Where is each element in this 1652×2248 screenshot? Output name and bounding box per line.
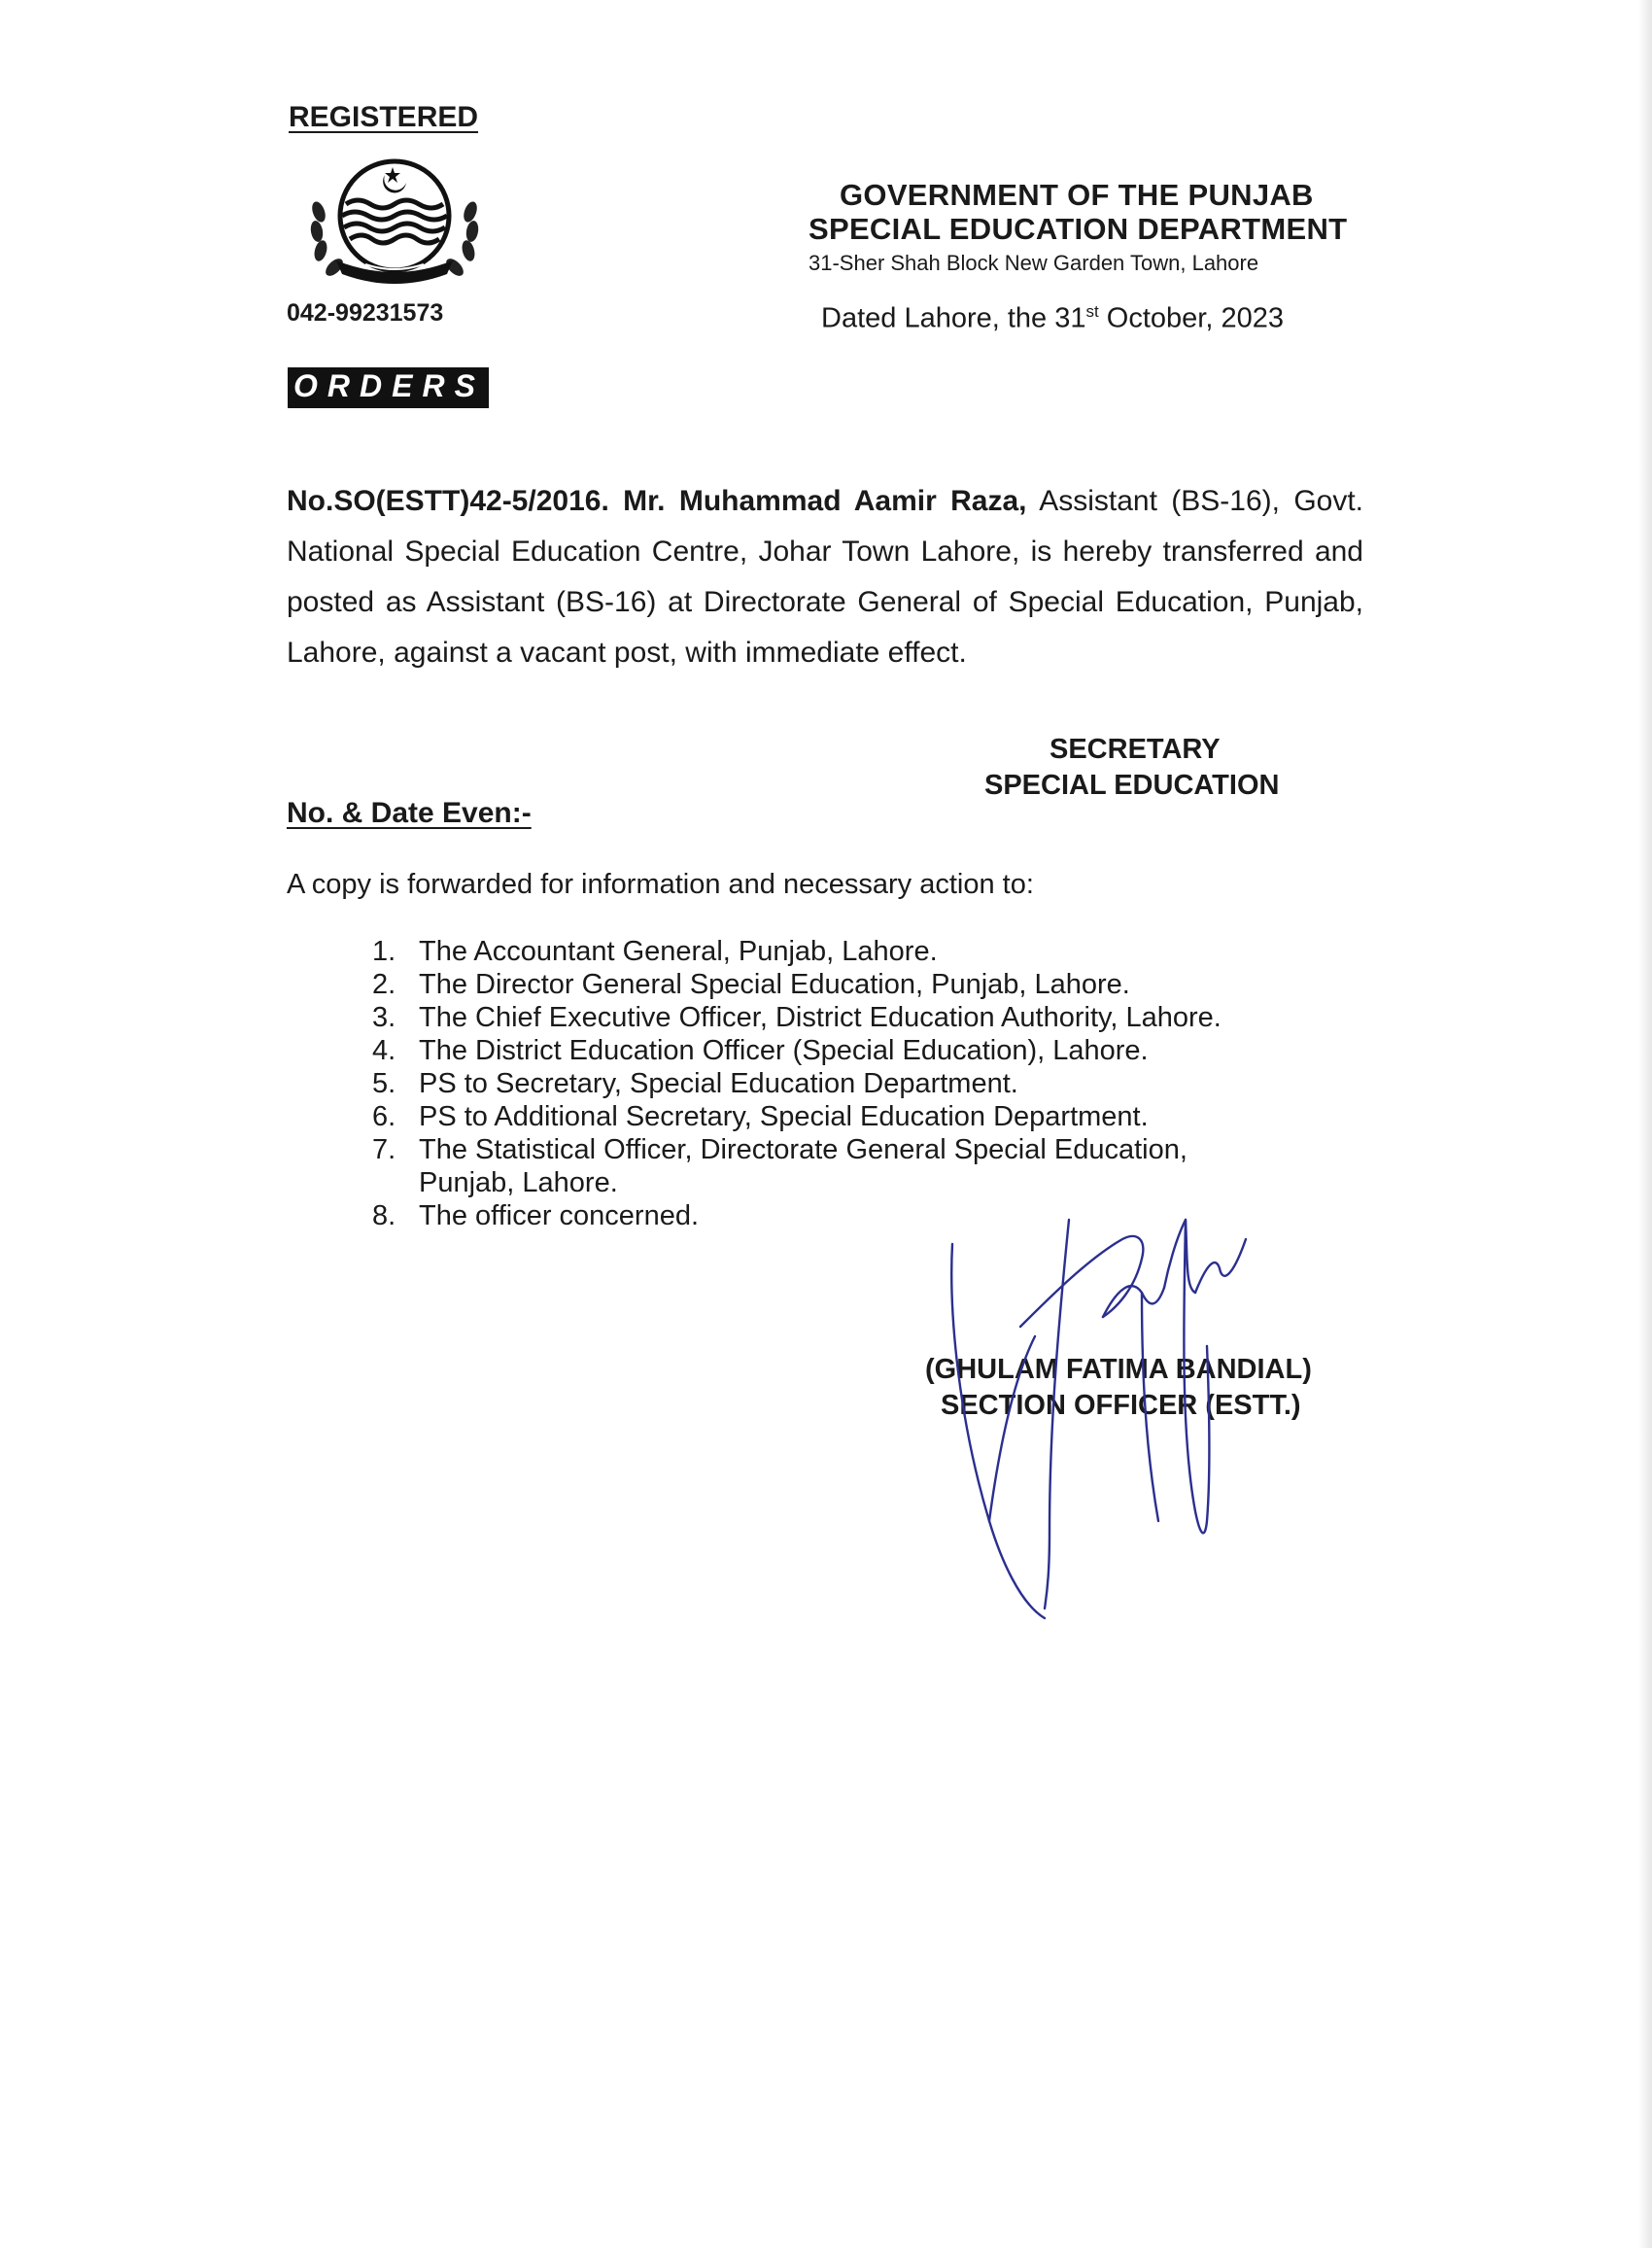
list-item-number: 6. xyxy=(372,1101,396,1132)
list-item-number: 1. xyxy=(372,936,396,967)
list-item-number: 3. xyxy=(372,1002,396,1033)
list-item xyxy=(372,935,1352,968)
signatory-name: (GHULAM FATIMA BANDIAL) xyxy=(925,1354,1312,1385)
list-item-number: 5. xyxy=(372,1068,396,1099)
department-title: SPECIAL EDUCATION DEPARTMENT xyxy=(809,212,1348,246)
list-item-number: 8. xyxy=(372,1200,396,1231)
number-date-heading: No. & Date Even:- xyxy=(287,797,532,829)
list-item-text: The Accountant General, Punjab, Lahore. xyxy=(419,936,938,967)
list-item-text: The officer concerned. xyxy=(419,1200,700,1231)
list-item xyxy=(372,968,1352,1001)
list-item xyxy=(372,1034,1352,1067)
date-month-year: October, 2023 xyxy=(1098,302,1284,334)
department-address: 31-Sher Shah Block New Garden Town, Lahore xyxy=(809,251,1259,275)
list-item-text: The Statistical Officer, Directorate General Special Education, Punjab, Lahore. xyxy=(419,1134,1187,1198)
order-text: Assistant (BS-16), Govt. National Special Education Centre, Johar Town Lahore, is hereby transferred and posted as Assistant (BS-16) at Directorate General of Special Education, Punjab, Lahore, against a vacant post, with immediate effect. xyxy=(287,485,1364,669)
punjab-government-emblem-icon xyxy=(297,156,492,292)
copy-forwarded-intro: A copy is forwarded for information and necessary action to: xyxy=(287,869,1034,900)
government-title: GOVERNMENT OF THE PUNJAB xyxy=(840,178,1314,212)
signatory-title: SECTION OFFICER (ESTT.) xyxy=(941,1390,1301,1421)
secretary-title: SECRETARY xyxy=(1050,734,1221,765)
page-edge xyxy=(1638,0,1652,2248)
list-item-number: 7. xyxy=(372,1134,396,1165)
date-line xyxy=(821,302,1284,335)
orders-badge: ORDERS xyxy=(288,367,489,408)
list-item xyxy=(372,1001,1352,1034)
list-item xyxy=(372,1067,1352,1100)
date-ordinal-suffix: st xyxy=(1085,302,1099,321)
list-item-text: The Chief Executive Officer, District Education Authority, Lahore. xyxy=(419,1002,1222,1033)
list-item-number: 2. xyxy=(372,969,396,1000)
order-number: No.SO(ESTT)42-5/2016. xyxy=(287,485,609,517)
secretary-department: SPECIAL EDUCATION xyxy=(984,770,1280,801)
distribution-list xyxy=(372,935,1352,1232)
list-item-text: The Director General Special Education, Punjab, Lahore. xyxy=(419,969,1130,1000)
phone-number: 042-99231573 xyxy=(287,299,444,327)
list-item-text: The District Education Officer (Special Education), Lahore. xyxy=(419,1035,1149,1066)
list-item-text: PS to Secretary, Special Education Department. xyxy=(419,1068,1018,1099)
employee-name: Mr. Muhammad Aamir Raza, xyxy=(623,485,1027,517)
list-item xyxy=(372,1133,1352,1199)
order-paragraph xyxy=(287,476,1363,678)
handwritten-signature-icon xyxy=(904,1200,1283,1628)
list-item-text: PS to Additional Secretary, Special Education Department. xyxy=(419,1101,1149,1132)
list-item xyxy=(372,1100,1352,1133)
date-prefix: Dated Lahore, the 31 xyxy=(821,302,1086,334)
list-item-number: 4. xyxy=(372,1035,396,1066)
registered-label: REGISTERED xyxy=(289,101,479,133)
